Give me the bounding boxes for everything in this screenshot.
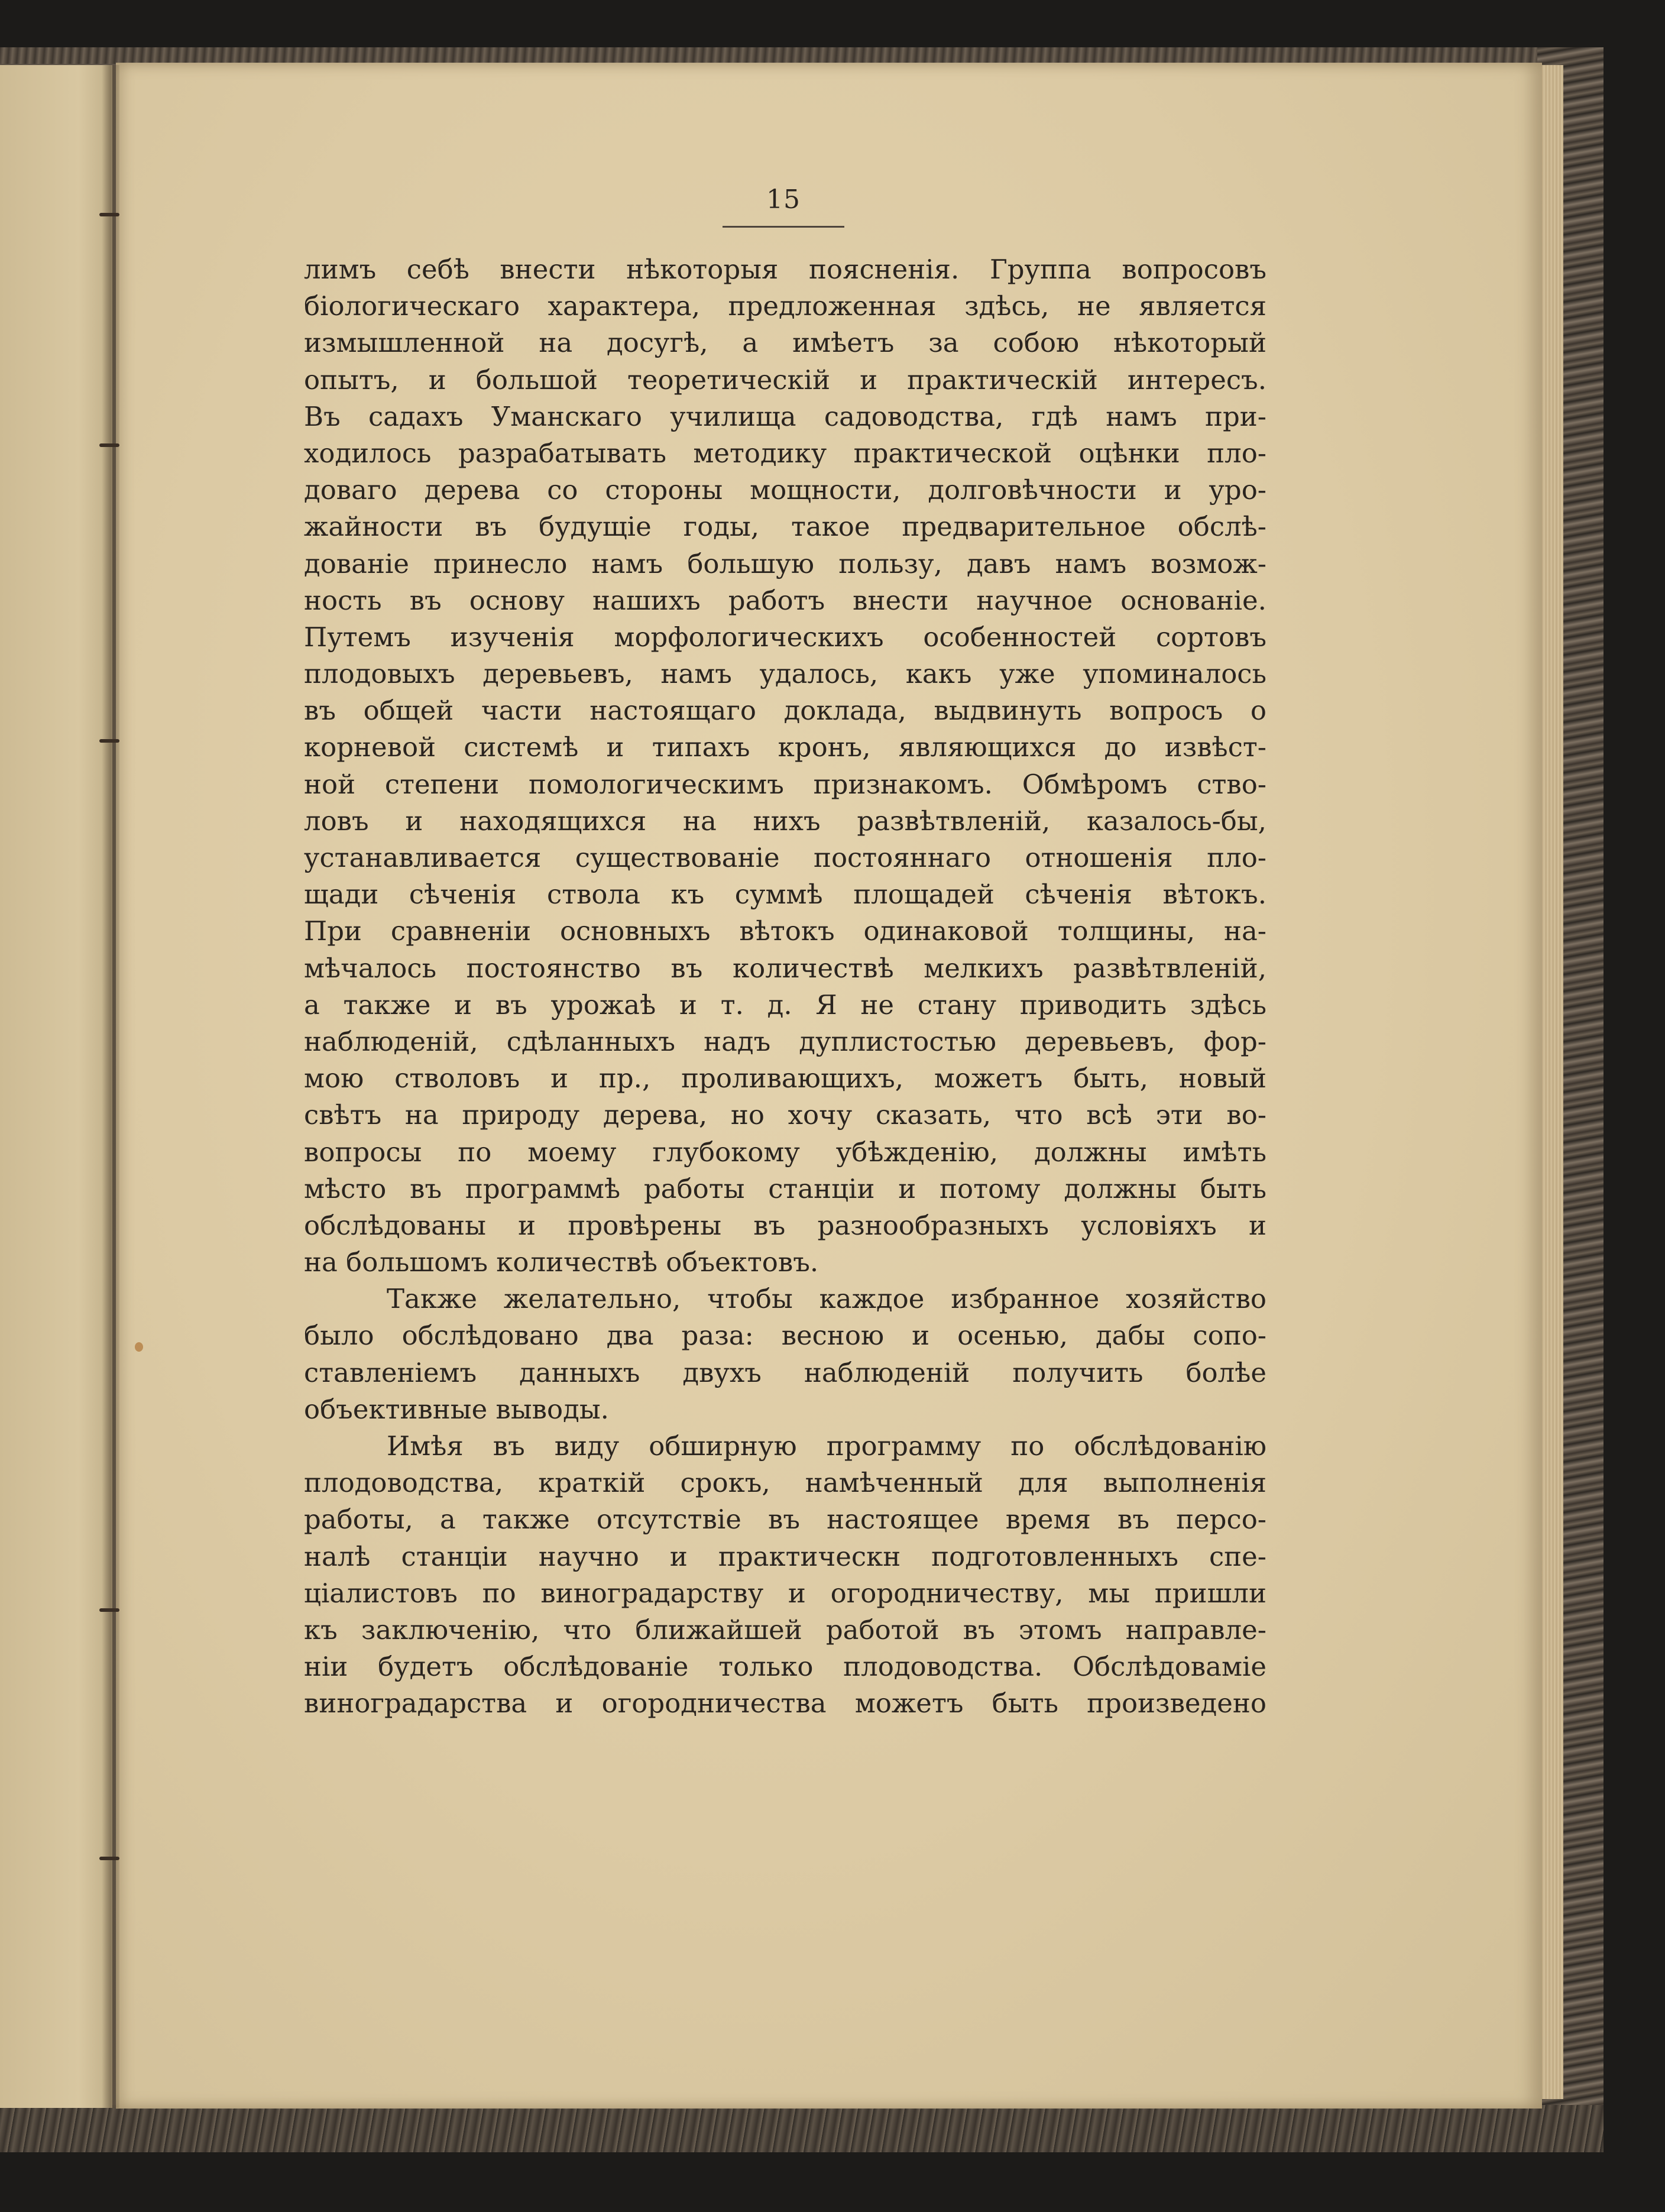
text-line: къ заключенію, что ближайшей работой въ этомъ направле- [304, 1614, 1266, 1646]
text-line: опытъ, и большой теоретическій и практическій интересъ. [304, 364, 1266, 396]
text-line: а также и въ урожаѣ и т. д. Я не стану приводить здѣсь [304, 989, 1266, 1021]
page-number: 15 [766, 184, 801, 215]
page-number-rule [723, 226, 844, 228]
text-line: мѣсто въ программѣ работы станціи и потому должны быть [304, 1173, 1266, 1204]
text-line: біологическаго характера, предложенная здѣсь, не является [304, 290, 1266, 322]
text-line: устанавливается существованіе постояннаго отношенія пло- [304, 842, 1266, 873]
page-gutter [102, 65, 119, 2108]
binding-bottom-edge [0, 2105, 1604, 2152]
text-line: работы, а также отсутствіе въ настоящее время въ персо- [304, 1504, 1266, 1536]
text-line: ность въ основу нашихъ работъ внести научное основаніе. [304, 584, 1266, 616]
text-line: ходилось разрабатывать методику практической оцѣнки пло- [304, 437, 1266, 469]
binding-stitch [99, 739, 119, 743]
binding-stitch [99, 443, 119, 447]
text-line: ціалистовъ по виноградарству и огородничеству, мы пришли [304, 1577, 1266, 1609]
text-line: жайности въ будущіе годы, такое предварительное обслѣ- [304, 511, 1266, 543]
text-line: плодоводства, краткій срокъ, намѣченный для выполненія [304, 1467, 1266, 1499]
text-line: вопросы по моему глубокому убѣжденію, должны имѣть [304, 1136, 1266, 1168]
text-line: доваго дерева со стороны мощности, долговѣчности и уро- [304, 474, 1266, 506]
paragraph-end-line: объективные выводы. [304, 1393, 609, 1425]
text-line: налѣ станціи научно и практическн подготовленныхъ спе- [304, 1540, 1266, 1572]
binding-top-edge [0, 47, 1604, 64]
text-line: въ общей части настоящаго доклада, выдвинуть вопросъ о [304, 695, 1266, 727]
text-line: свѣтъ на природу дерева, но хочу сказать, что всѣ эти во- [304, 1099, 1266, 1131]
text-line: мѣчалось постоянство въ количествѣ мелкихъ развѣтвленій, [304, 952, 1266, 984]
binding-stitch [99, 213, 119, 216]
facing-page-sliver [0, 65, 112, 2108]
text-line: плодовыхъ деревьевъ, намъ удалось, какъ уже упоминалось [304, 658, 1266, 690]
text-line: ной степени помологическимъ признакомъ. Обмѣромъ ство- [304, 768, 1266, 800]
text-line: лимъ себѣ внести нѣкоторыя поясненія. Группа вопросовъ [304, 254, 1266, 285]
text-line: обслѣдованы и провѣрены въ разнообразныхъ условіяхъ и [304, 1209, 1266, 1241]
paragraph-start-line: Имѣя въ виду обширную программу по обслѣдованію [387, 1430, 1266, 1462]
text-line: дованіе принесло намъ большую пользу, давъ намъ возмож- [304, 548, 1266, 579]
text-line: наблюденій, сдѣланныхъ надъ дуплистостью деревьевъ, фор- [304, 1025, 1266, 1057]
text-line: корневой системѣ и типахъ кронъ, являющихся до извѣст- [304, 731, 1266, 763]
text-line: Путемъ изученія морфологическихъ особенностей сортовъ [304, 621, 1266, 653]
text-line: измышленной на досугѣ, а имѣетъ за собою нѣкоторый [304, 327, 1266, 359]
ink-spot [135, 1342, 143, 1352]
text-line: щади сѣченія ствола къ суммѣ площадей сѣченія вѣтокъ. [304, 879, 1266, 911]
text-line: При сравненіи основныхъ вѣтокъ одинаковой толщины, на- [304, 915, 1266, 947]
text-line: ставленіемъ данныхъ двухъ наблюденій получить болѣе [304, 1356, 1266, 1388]
page-body-text [304, 251, 1266, 1722]
text-line: ніи будетъ обслѣдованіе только плодоводства. Обслѣдоваміе [304, 1651, 1266, 1683]
text-line: мою стволовъ и пр., проливающихъ, можетъ быть, новый [304, 1063, 1266, 1094]
paragraph-start-line: Также желательно, чтобы каждое избранное хозяйство [387, 1283, 1266, 1315]
text-line: Въ садахъ Уманскаго училища садоводства, гдѣ намъ при- [304, 400, 1266, 432]
text-line: ловъ и находящихся на нихъ развѣтвленій, казалось-бы, [304, 805, 1266, 837]
paragraph-end-line: на большомъ количествѣ объектовъ. [304, 1246, 819, 1278]
text-line: было обслѣдовано два раза: весною и осенью, дабы сопо- [304, 1320, 1266, 1352]
text-line: виноградарства и огородничества можетъ быть произведено [304, 1688, 1266, 1719]
binding-stitch [99, 1857, 119, 1860]
binding-stitch [99, 1608, 119, 1612]
